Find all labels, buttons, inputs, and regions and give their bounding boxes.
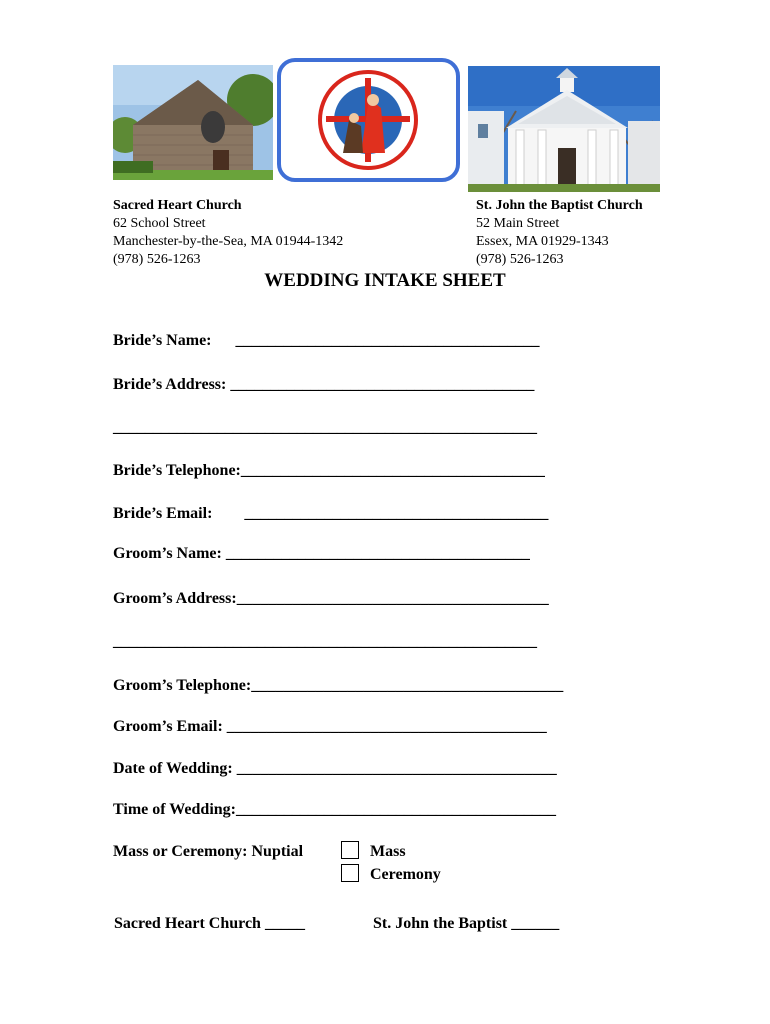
sacred-heart-street: 62 School Street xyxy=(113,216,206,231)
brides-telephone-field[interactable]: Bride’s Telephone:______________________________________ xyxy=(113,462,545,479)
st-john-church-photo xyxy=(468,66,660,192)
grooms-address-line2-field[interactable]: _____________________________________________________ xyxy=(113,633,537,650)
sacred-heart-city: Manchester-by-the-Sea, MA 01944-1342 xyxy=(113,234,344,249)
grooms-address-field[interactable]: Groom’s Address:_______________________________________ xyxy=(113,590,549,607)
st-john-address xyxy=(476,197,643,269)
grooms-name-field[interactable]: Groom’s Name: ______________________________________ xyxy=(113,545,530,562)
st-john-name: St. John the Baptist Church xyxy=(476,198,643,213)
page-title: WEDDING INTAKE SHEET xyxy=(264,270,506,291)
ceremony-checkbox[interactable] xyxy=(341,864,359,882)
st-john-phone: (978) 526-1263 xyxy=(476,252,564,267)
ceremony-option-label: Ceremony xyxy=(370,866,441,883)
st-john-city: Essex, MA 01929-1343 xyxy=(476,234,609,249)
sacred-heart-name: Sacred Heart Church xyxy=(113,198,242,213)
grooms-email-field[interactable]: Groom’s Email: ________________________________________ xyxy=(113,718,547,735)
sacred-heart-address xyxy=(113,197,343,269)
parish-logo xyxy=(277,58,460,182)
mass-or-ceremony-label: Mass or Ceremony: Nuptial xyxy=(113,843,304,860)
st-john-location-field[interactable]: St. John the Baptist ______ xyxy=(373,915,560,932)
grooms-telephone-field[interactable]: Groom’s Telephone:_______________________________________ xyxy=(113,677,564,694)
date-of-wedding-field[interactable]: Date of Wedding: ________________________________________ xyxy=(113,760,557,777)
brides-address-field[interactable]: Bride’s Address: ______________________________________ xyxy=(113,376,535,393)
brides-address-line2-field[interactable]: _____________________________________________________ xyxy=(113,419,537,436)
st-john-street: 52 Main Street xyxy=(476,216,560,231)
sacred-heart-church-photo xyxy=(113,65,273,180)
time-of-wedding-field[interactable]: Time of Wedding:________________________________________ xyxy=(113,801,556,818)
mass-option-label: Mass xyxy=(370,843,406,860)
brides-email-field[interactable]: Bride’s Email: ______________________________________ xyxy=(113,505,549,522)
sacred-heart-phone: (978) 526-1263 xyxy=(113,252,201,267)
brides-name-field[interactable]: Bride’s Name: ______________________________________ xyxy=(113,332,540,349)
sacred-heart-location-field[interactable]: Sacred Heart Church _____ xyxy=(114,915,305,932)
mass-checkbox[interactable] xyxy=(341,841,359,859)
